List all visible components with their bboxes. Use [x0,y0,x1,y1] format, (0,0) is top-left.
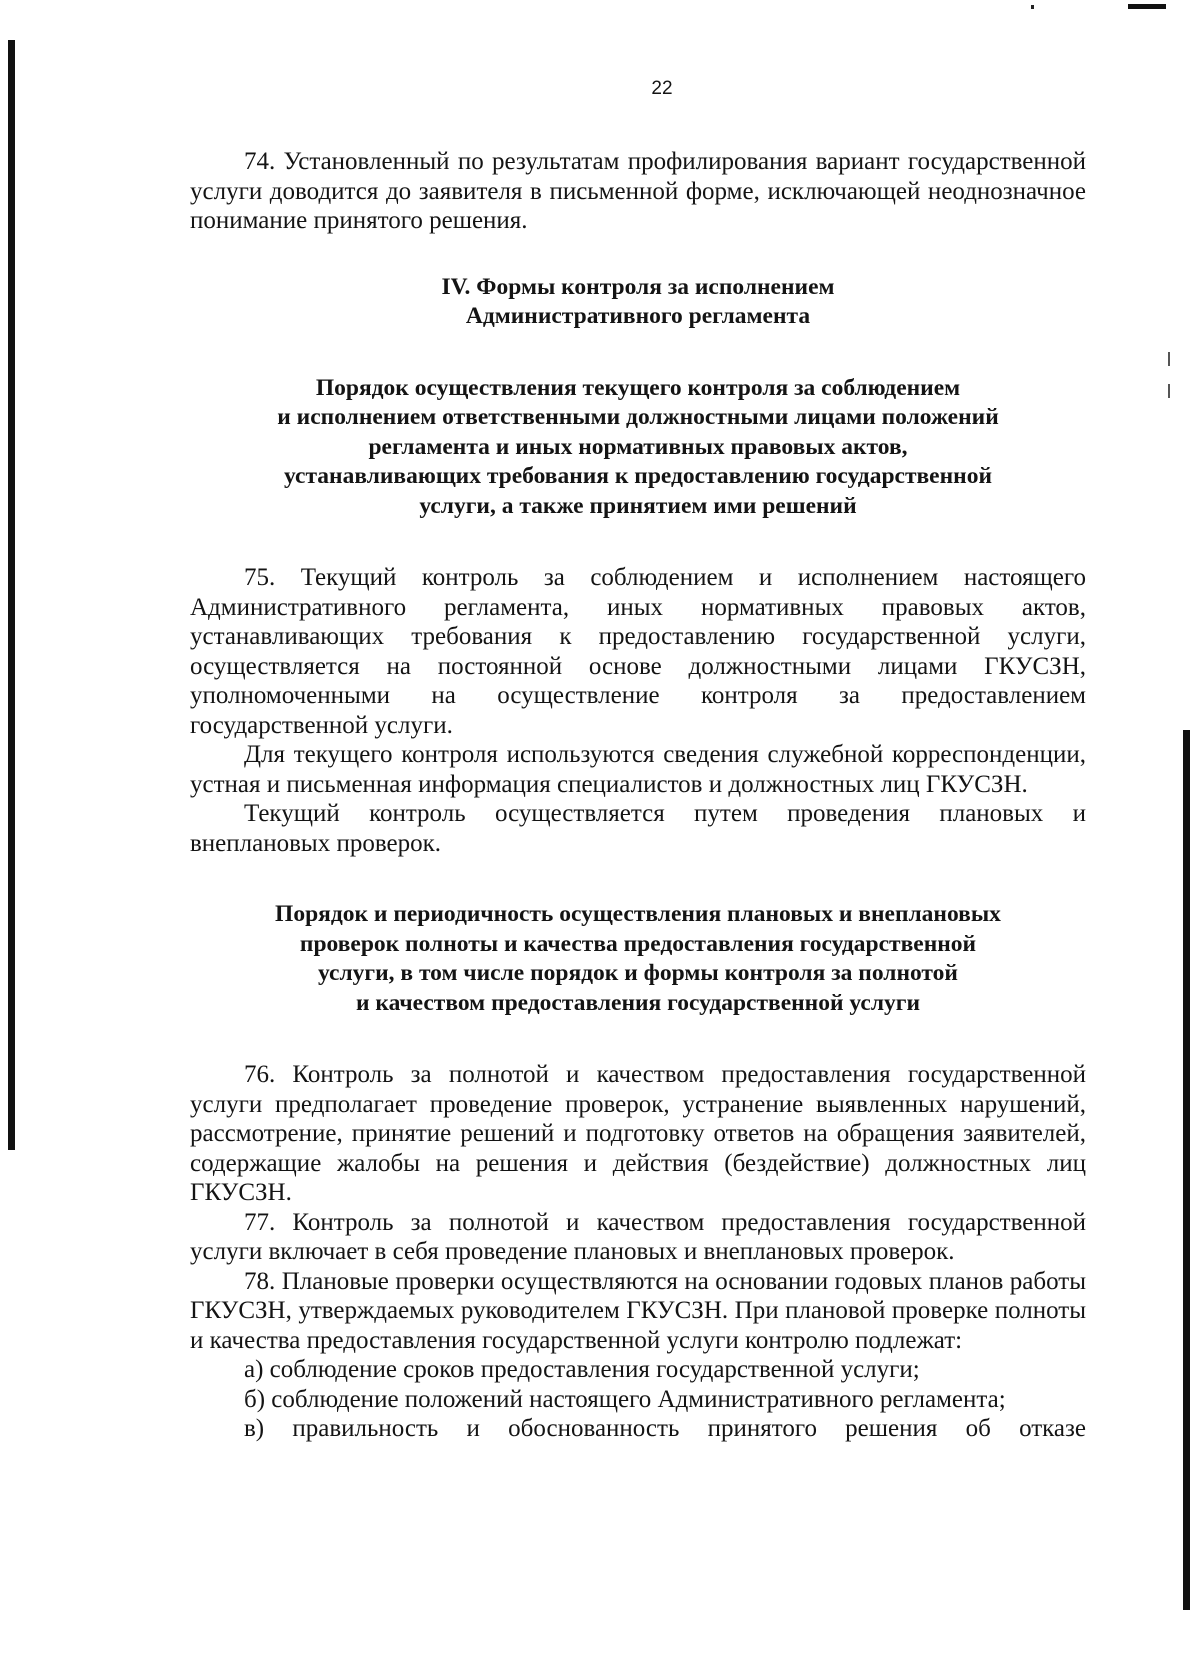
paragraph-78: 78. Плановые проверки осуществляются на основании годовых планов работы ГКУСЗН, утверждаемых руководителем ГКУСЗН. При плановой проверке полноты и качества предоставления государственной услуги контролю подлежат: [190,1267,1086,1354]
scan-mark-top [1128,4,1166,9]
section-heading-line: Административного регламента [465,303,811,329]
list-item-c: в) правильность и обоснованность принятого решения об отказе [244,1415,1086,1442]
subsection-heading-line: регламента и иных нормативных правовых актов, [368,433,908,460]
subsection-heading-line: Порядок осуществления текущего контроля за соблюдением [315,374,961,401]
scan-tick [1168,352,1170,366]
inspections-heading [190,900,1086,1018]
subsection-heading-line: и исполнением ответственными должностными лицами положений [277,404,999,430]
scan-dot-top [1031,5,1034,9]
scan-edge-right [1183,730,1190,1610]
paragraph-75-sources: Для текущего контроля используются сведения служебной корреспонденции, устная и письменная информация специалистов и должностных лиц ГКУСЗН. [190,741,1086,798]
subsection-heading-line: услуги, в том числе порядок и формы контроля за полнотой [318,960,958,986]
paragraph-75: 75. Текущий контроль за соблюдением и исполнением настоящего Административного регламента, иных нормативных правовых актов, устанавливающих требования к предоставлению государственной услуги, осуществляется на постоянной основе должностными лицами ГКУСЗН, уполномоченными на осуществление контроля за предоставлением государственной услуги. [190,564,1086,739]
subsection-heading-line: и качеством предоставления государственной услуги [356,989,920,1016]
paragraph-76: 76. Контроль за полнотой и качеством предоставления государственной услуги предполагает проведение проверок, устранение выявленных нарушений, рассмотрение, принятие решений и подготовку ответов на обращения заявителей, содержащие жалобы на решения и действия (бездействие) должностных лиц ГКУСЗН. [190,1061,1086,1206]
list-item-b: б) соблюдение положений настоящего Административного регламента; [244,1385,1006,1413]
paragraph-74: 74. Установленный по результатам профилирования вариант государственной услуги доводится до заявителя в письменной форме, исключающей неоднозначное понимание принятого решения. [190,148,1086,234]
current-control-heading [190,374,1086,522]
section-iv-heading [190,273,1086,332]
document-body [190,147,1086,1444]
scan-edge-left [8,40,15,1150]
subsection-heading-line: проверок полноты и качества предоставления государственной [299,930,977,957]
paragraph-77: 77. Контроль за полнотой и качеством предоставления государственной услуги включает в себя проведение плановых и внеплановых проверок. [190,1208,1086,1265]
section-heading-line: IV. Формы контроля за исполнением [441,273,835,300]
scan-tick [1168,384,1170,398]
subsection-heading-line: Порядок и периодичность осуществления плановых и внеплановых [275,901,1001,927]
subsection-heading-line: услуги, а также принятием ими решений [419,492,857,519]
list-item-a: а) соблюдение сроков предоставления государственной услуги; [244,1356,920,1383]
subsection-heading-line: устанавливающих требования к предоставлению государственной [284,463,992,489]
paragraph-75-method: Текущий контроль осуществляется путем проведения плановых и внеплановых проверок. [190,800,1086,857]
page-number: 22 [651,78,673,99]
